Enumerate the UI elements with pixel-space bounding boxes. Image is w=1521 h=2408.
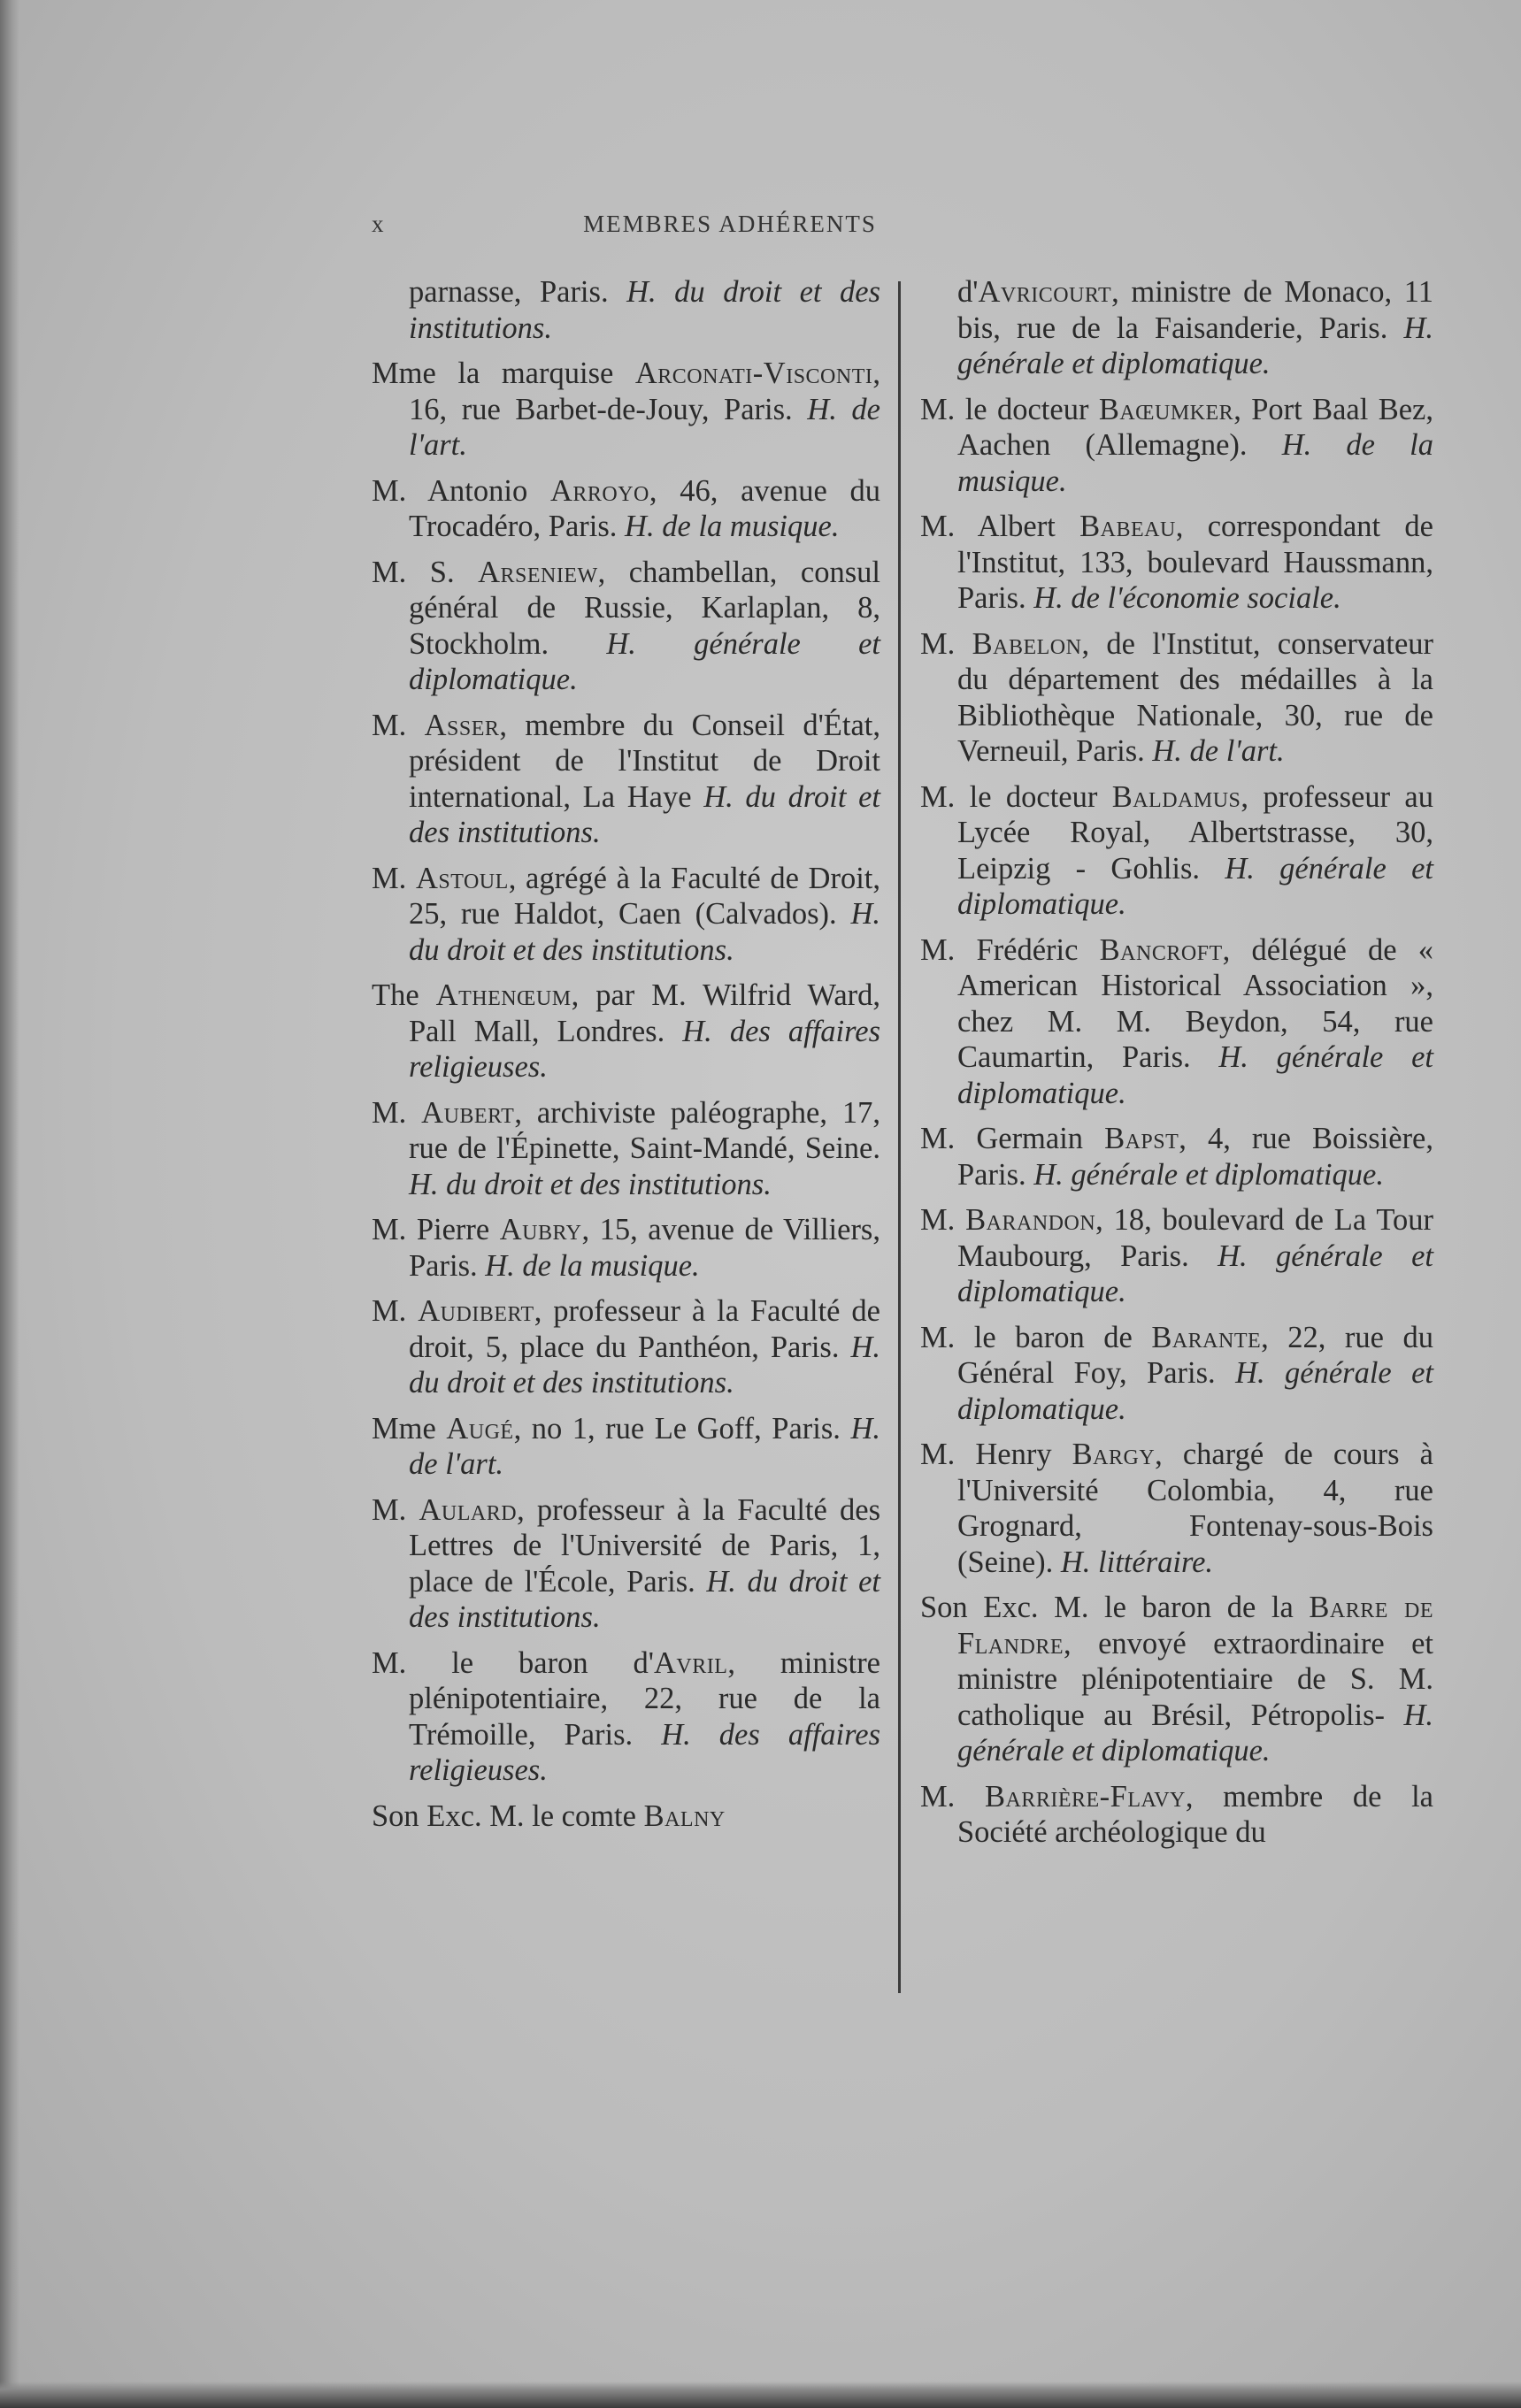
member-entry — [920, 779, 1433, 923]
entry-rest: , membre du Conseil d'État, président de l'Institut de Droit international, La Haye — [409, 708, 880, 814]
entry-name: Barandon — [965, 1203, 1096, 1237]
entry-pre: M. Germain — [920, 1122, 1105, 1155]
entry-name: Baœumker — [1098, 392, 1234, 426]
entry-pre: M. S. — [372, 555, 479, 589]
entry-pre: M. Albert — [920, 510, 1080, 543]
entry-rest: , 22, rue du Général Foy, Paris. — [957, 1320, 1433, 1390]
entry-field: H. générale et diplomatique. — [957, 311, 1433, 380]
entry-rest: , professeur au Lycée Royal, Albertstrasse, 30, Leipzig - Gohlis. — [957, 779, 1433, 886]
entry-name: Aubry — [499, 1213, 582, 1246]
entry-name: Avricourt — [978, 275, 1112, 309]
entry-rest: , professeur à la Faculté des Lettres de l'Université de Paris, 1, place de l'École, Paris. — [409, 1492, 880, 1599]
entry-field: H. du droit et des institutions. — [409, 1167, 772, 1201]
member-entry — [372, 1095, 880, 1203]
entry-field: H. du droit et des institutions. — [409, 897, 880, 967]
entry-rest: , de l'Institut, conservateur du département des médailles à la Bibliothèque Nationale, 30, rue de Verneuil, Paris. — [957, 626, 1434, 768]
entry-pre: M. — [920, 1203, 966, 1237]
entry-rest: , envoyé extraordinaire et ministre plénipotentiaire de S. M. catholique au Brésil, Pétropolis- — [957, 1626, 1433, 1732]
member-entry — [372, 1645, 880, 1789]
entry-name: Balny — [643, 1798, 726, 1833]
entry-rest: , professeur à la Faculté de droit, 5, place du Panthéon, Paris. — [409, 1294, 880, 1364]
entry-pre: M. — [920, 626, 972, 661]
header-title: MEMBRES ADHÉRENTS — [583, 211, 877, 237]
entry-rest: , 15, avenue de Villiers, Paris. — [409, 1213, 880, 1283]
entry-rest: parnasse, Paris. — [409, 275, 627, 309]
entry-field: H. du droit et des institutions. — [409, 275, 880, 345]
entry-rest: , ministre de Monaco, 11 bis, rue de la Faisanderie, Paris. — [957, 275, 1433, 345]
entry-pre: M. le docteur — [920, 779, 1112, 814]
member-entry — [920, 1202, 1433, 1310]
entry-rest: , chargé de cours à l'Université Colombia, 4, rue Grognard, Fontenay-sous-Bois (Seine). — [957, 1438, 1433, 1579]
entry-name: Athenœum — [435, 978, 572, 1012]
entry-pre: M. le baron de — [920, 1320, 1152, 1354]
member-entry — [372, 978, 880, 1085]
entry-field: H. de l'art. — [1152, 734, 1285, 768]
entry-field: H. de la musique. — [485, 1248, 700, 1283]
entry-name: Augé — [446, 1411, 514, 1446]
entry-rest: , no 1, rue Le Goff, Paris. — [513, 1411, 851, 1446]
member-entry — [372, 473, 880, 545]
entry-pre: M. — [372, 861, 416, 895]
entry-pre: M. — [372, 708, 425, 742]
page-left-shadow — [0, 0, 19, 2408]
entry-pre: The — [372, 978, 436, 1012]
entry-field: H. du droit et des institutions. — [409, 779, 880, 849]
entry-field: H. de l'économie sociale. — [1033, 581, 1341, 615]
entry-pre: M. Pierre — [372, 1213, 500, 1246]
entry-pre: M. — [372, 1492, 419, 1527]
entry-name: Barrière-Flavy — [984, 1779, 1186, 1814]
member-entry — [372, 1798, 880, 1835]
entry-field: H. de l'art. — [409, 392, 880, 462]
entry-pre: d' — [957, 275, 979, 309]
entry-field: H. du droit et des institutions. — [409, 1564, 880, 1634]
page-number: x — [372, 211, 386, 237]
member-entry — [920, 932, 1433, 1112]
entry-pre: M. Antonio — [372, 473, 550, 508]
member-entry — [920, 626, 1433, 770]
entry-name: Asser — [424, 708, 500, 742]
entry-pre: M. — [372, 1095, 422, 1130]
member-entry — [372, 1411, 880, 1483]
member-entry — [372, 1212, 880, 1284]
entry-rest: , correspondant de l'Institut, 133, boulevard Haussmann, Paris. — [957, 510, 1433, 615]
entry-pre: M. — [372, 1294, 419, 1328]
entry-rest: , ministre plénipotentiaire, 22, rue de la Trémoille, Paris. — [409, 1645, 880, 1752]
entry-field: H. de la musique. — [957, 428, 1433, 498]
member-entry — [920, 1590, 1433, 1769]
entry-field: H. littéraire. — [1060, 1545, 1214, 1579]
entry-name: Astoul — [415, 861, 509, 895]
member-entry — [372, 356, 880, 464]
column-divider — [898, 281, 901, 1993]
entry-rest: , 16, rue Barbet-de-Jouy, Paris. — [409, 357, 880, 426]
entry-rest: , 4, rue Boissière, Paris. — [957, 1122, 1433, 1192]
entry-pre: Mme — [372, 1411, 447, 1446]
entry-field: H. générale et diplomatique. — [957, 1698, 1433, 1768]
entry-pre: M. le baron d' — [372, 1645, 654, 1680]
entry-field: H. générale et diplomatique. — [957, 851, 1433, 921]
entry-pre: M. Frédéric — [920, 932, 1100, 967]
entry-field: H. générale et diplomatique. — [957, 1239, 1433, 1308]
member-entry — [920, 509, 1433, 617]
entry-rest: , délégué de « American Historical Association », chez M. M. Beydon, 54, rue Caumartin, Paris. — [957, 932, 1433, 1074]
entry-rest: , Port Baal Bez, Aachen (Allemagne). — [957, 392, 1433, 462]
entry-name: Avril — [653, 1645, 728, 1680]
member-entry — [920, 1121, 1433, 1192]
entry-name: Arconati-Visconti — [634, 357, 873, 390]
entry-rest: , archiviste paléographe, 17, rue de l'Épinette, Saint-Mandé, Seine. — [409, 1095, 880, 1165]
entry-name: Audibert — [418, 1294, 534, 1328]
entry-name: Aulard — [419, 1492, 518, 1527]
entry-name: Barre de Flandre — [957, 1591, 1433, 1660]
entry-pre: M. le docteur — [920, 392, 1099, 426]
entry-name: Arroyo — [549, 473, 649, 508]
entry-rest: , chambellan, consul général de Russie, Karlaplan, 8, Stockholm. — [409, 555, 880, 661]
member-entry — [372, 861, 880, 969]
entry-rest: , membre de la Société archéologique du — [957, 1779, 1433, 1849]
entry-rest: , agrégé à la Faculté de Droit, 25, rue Haldot, Caen (Calvados). — [409, 861, 880, 931]
left-column — [372, 274, 880, 1844]
member-entry — [920, 1320, 1433, 1428]
entry-field: H. des affaires religieuses. — [409, 1014, 880, 1084]
member-entry — [372, 555, 880, 698]
entry-field: H. des affaires religieuses. — [409, 1717, 880, 1787]
entry-field: H. de l'art. — [409, 1411, 880, 1481]
member-entry — [920, 1437, 1433, 1580]
entry-name: Barante — [1151, 1320, 1262, 1354]
entry-field: H. de la musique. — [625, 510, 840, 543]
entry-field: H. générale et diplomatique. — [957, 1356, 1434, 1426]
entry-pre: Son Exc. M. le baron de la — [920, 1591, 1310, 1624]
entry-pre: M. — [920, 1779, 985, 1814]
right-column — [920, 274, 1433, 1860]
entry-name: Bargy — [1072, 1438, 1156, 1471]
member-entry — [920, 274, 1433, 382]
member-entry — [372, 1293, 880, 1401]
entry-name: Babeau — [1079, 510, 1176, 543]
member-entry — [920, 392, 1433, 500]
entry-rest: , 46, avenue du Trocadéro, Paris. — [409, 473, 880, 543]
entry-pre: Son Exc. M. le comte — [372, 1798, 644, 1833]
entry-rest: , 18, boulevard de La Tour Maubourg, Paris. — [957, 1203, 1433, 1273]
entry-field: H. générale et diplomatique. — [1033, 1157, 1384, 1192]
entry-name: Aubert — [421, 1095, 515, 1130]
page-bottom-shadow — [0, 2381, 1521, 2408]
entry-rest: , par M. Wilfrid Ward, Pall Mall, Londres. — [409, 978, 881, 1048]
entry-pre: Mme la marquise — [372, 357, 635, 390]
entry-name: Bancroft — [1099, 932, 1223, 967]
member-entry — [372, 274, 880, 346]
entry-pre: M. Henry — [920, 1438, 1072, 1471]
entry-field: H. générale et diplomatique. — [957, 1040, 1433, 1110]
member-entry — [372, 708, 880, 851]
entry-field: H. générale et diplomatique. — [409, 626, 880, 696]
entry-name: Bapst — [1104, 1122, 1179, 1155]
entry-field: H. du droit et des institutions. — [409, 1330, 880, 1400]
entry-name: Baldamus — [1111, 779, 1241, 814]
running-header — [372, 211, 1088, 246]
entry-name: Arseniew — [478, 555, 598, 589]
member-entry — [372, 1492, 880, 1636]
member-entry — [920, 1779, 1433, 1851]
entry-name: Babelon — [972, 626, 1082, 661]
